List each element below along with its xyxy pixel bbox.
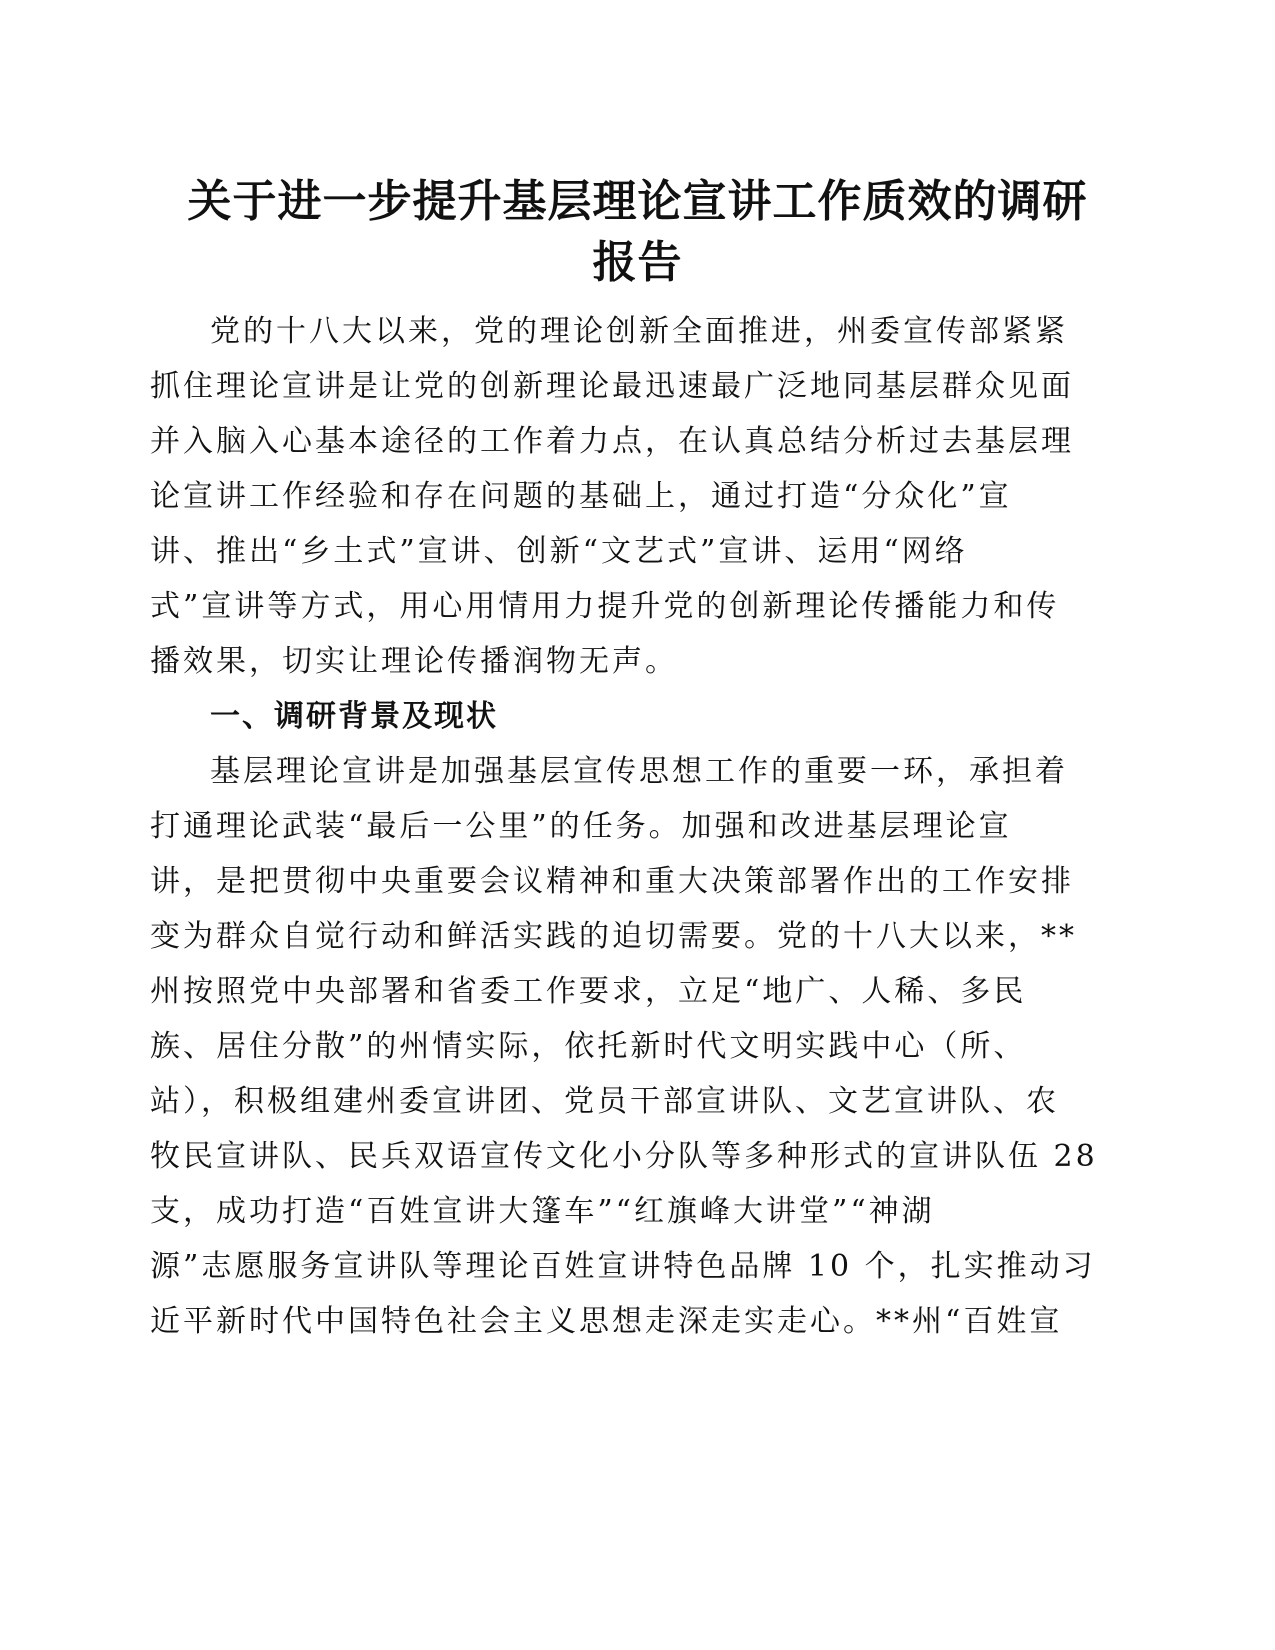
section-paragraph-line: 站），积极组建州委宣讲团、党员干部宣讲队、文艺宣讲队、农 — [150, 1084, 1059, 1119]
intro-paragraph-line: 并入脑入心基本途径的工作着力点，在认真总结分析过去基层理 — [150, 424, 1074, 459]
section-paragraph-line: 近平新时代中国特色社会主义思想走深走实走心。**州“百姓宣 — [150, 1304, 1063, 1339]
intro-paragraph-line: 抓住理论宣讲是让党的创新理论最迅速最广泛地同基层群众见面 — [150, 369, 1074, 404]
section-paragraph-line: 族、居住分散”的州情实际，依托新时代文明实践中心（所、 — [150, 1029, 1027, 1064]
intro-paragraph-line: 播效果，切实让理论传播润物无声。 — [150, 644, 678, 679]
section-paragraph-line: 打通理论武装“最后一公里”的任务。加强和改进基层理论宣 — [150, 809, 1012, 844]
intro-paragraph-line: 讲、推出“乡土式”宣讲、创新“文艺式”宣讲、运用“网络 — [150, 534, 968, 569]
section-paragraph-line: 州按照党中央部署和省委工作要求，立足“地广、人稀、多民 — [150, 974, 1027, 1009]
document-title-line-2: 报告 — [592, 237, 683, 288]
section-paragraph-line: 牧民宣讲队、民兵双语宣传文化小分队等多种形式的宣讲队伍 28 — [150, 1139, 1098, 1174]
section-paragraph-line: 支，成功打造“百姓宣讲大篷车”“红旗峰大讲堂”“神湖 — [150, 1194, 935, 1229]
intro-paragraph-line: 论宣讲工作经验和存在问题的基础上，通过打造“分众化”宣 — [150, 479, 1012, 514]
section-paragraph-line: 基层理论宣讲是加强基层宣传思想工作的重要一环，承担着 — [210, 754, 1068, 789]
section-paragraph-line: 源”志愿服务宣讲队等理论百姓宣讲特色品牌 10 个，扎实推动习 — [150, 1249, 1096, 1284]
intro-paragraph-line: 式”宣讲等方式，用心用情用力提升党的创新理论传播能力和传 — [150, 589, 1060, 624]
section-heading: 一、调研背景及现状 — [210, 699, 498, 734]
intro-paragraph-line: 党的十八大以来，党的理论创新全面推进，州委宣传部紧紧 — [210, 314, 1068, 349]
document-title-line-1: 关于进一步提升基层理论宣讲工作质效的调研 — [187, 176, 1088, 227]
section-paragraph-line: 讲，是把贯彻中央重要会议精神和重大决策部署作出的工作安排 — [150, 864, 1074, 899]
section-paragraph-line: 变为群众自觉行动和鲜活实践的迫切需要。党的十八大以来，** — [150, 919, 1077, 954]
